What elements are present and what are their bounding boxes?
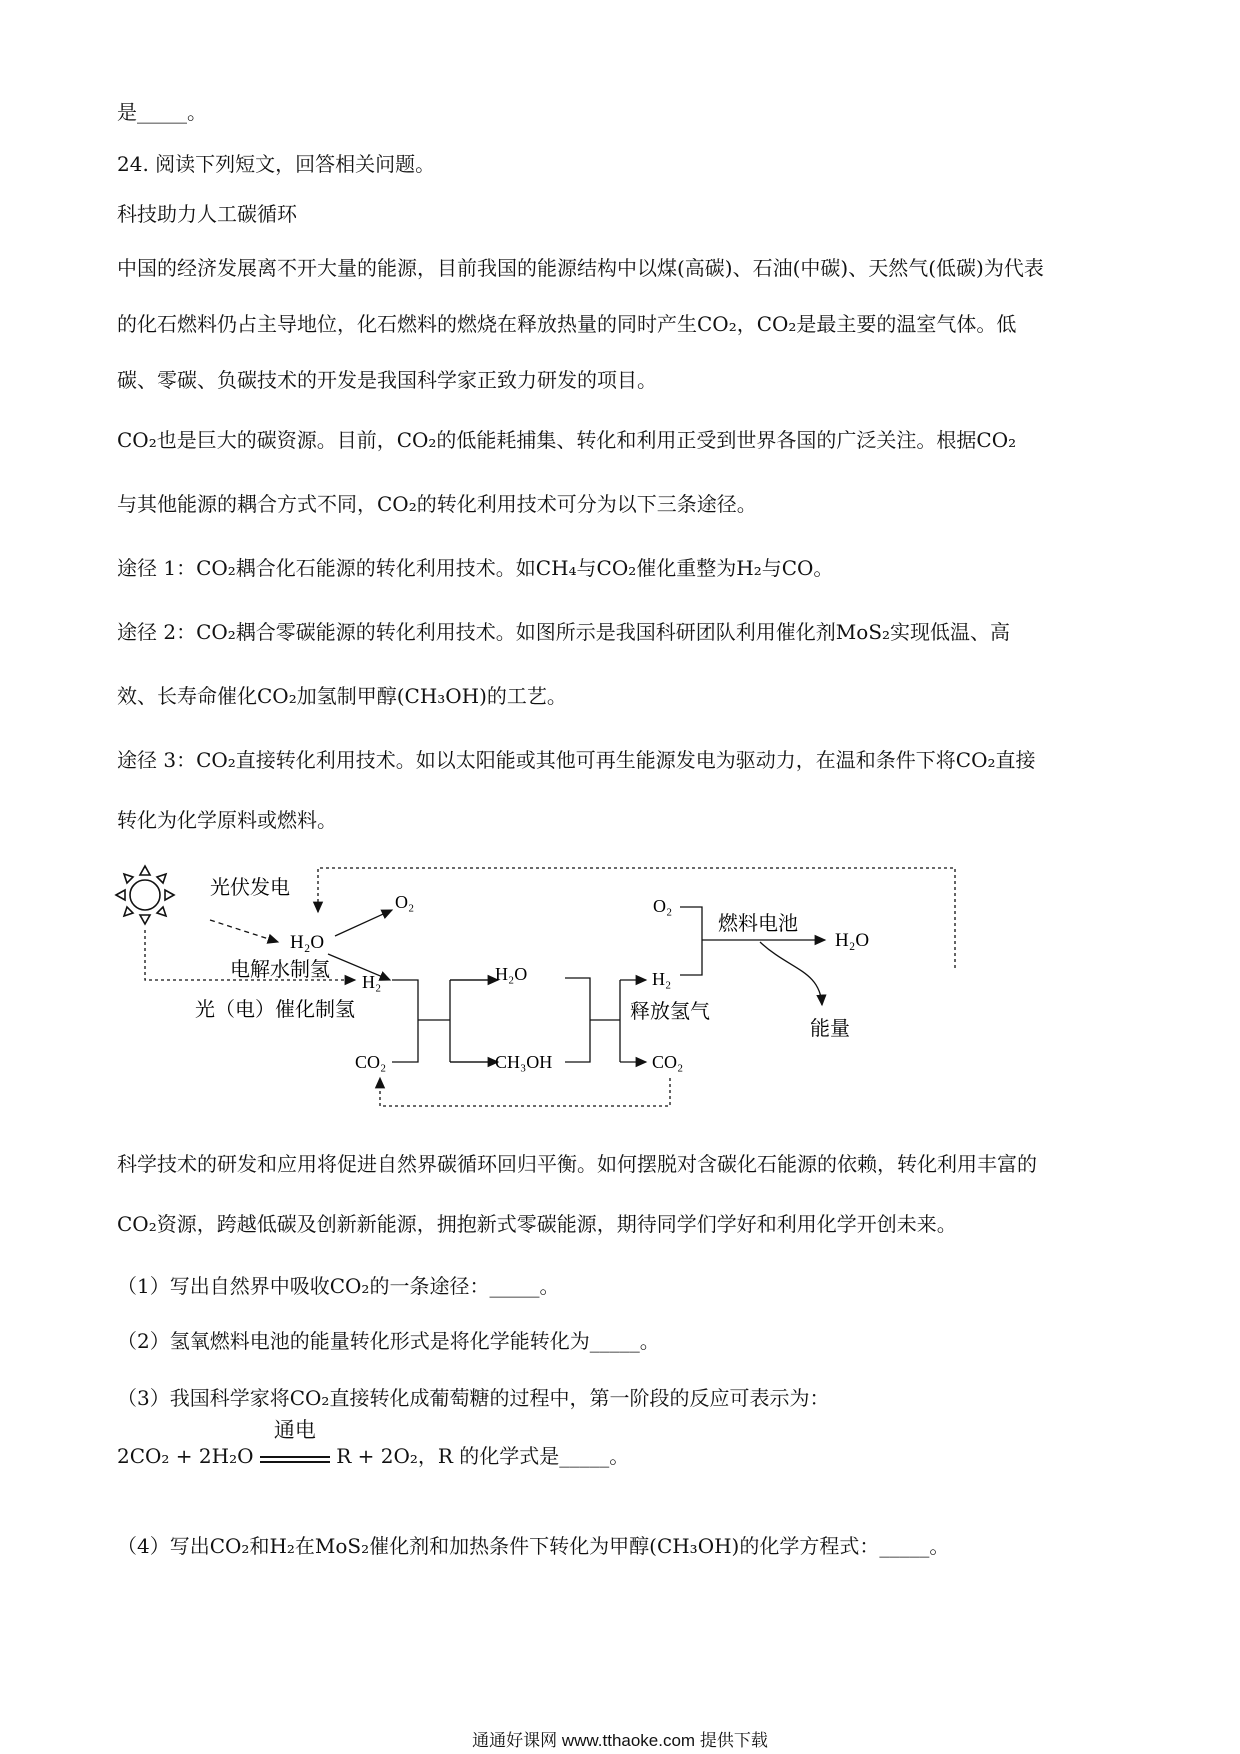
- equation-right: R + 2O₂，R 的化学式是_____。: [336, 1444, 630, 1468]
- paragraph-line: CO₂资源，跨越低碳及创新新能源，拥抱新式零碳能源，期待同学们学好和利用化学开创未来。: [117, 1212, 957, 1236]
- pv-arrow: [210, 920, 278, 942]
- carbon-cycle-diagram: [100, 850, 1140, 1140]
- pathway-2: 途径 2：CO₂耦合零碳能源的转化利用技术。如图所示是我国科研团队利用催化剂MoS₂实现低温、高: [117, 620, 1011, 644]
- pathway-3: 途径 3：CO₂直接转化利用技术。如以太阳能或其他可再生能源发电为驱动力，在温和条件下将CO₂直接: [117, 748, 1036, 772]
- h2o-output: H₂O: [835, 930, 870, 951]
- pv-label: 光伏发电: [210, 877, 290, 899]
- electrolysis-label: 电解水制氢: [230, 959, 330, 981]
- paragraph-line: 碳、零碳、负碳技术的开发是我国科学家正致力研发的项目。: [117, 368, 657, 392]
- question-3: （3）我国科学家将CO₂直接转化成葡萄糖的过程中，第一阶段的反应可表示为：: [117, 1386, 830, 1410]
- o2-input: O₂: [653, 896, 673, 916]
- co2-node: CO₂: [355, 1052, 387, 1072]
- methanol-product: CH₃OH: [495, 1052, 553, 1072]
- equation-left: 2CO₂ + 2H₂O: [117, 1444, 254, 1468]
- h2-node: H₂: [362, 972, 382, 992]
- footer-watermark: 通通好课网 www.tthaoke.com 提供下载: [472, 1731, 768, 1750]
- released-co2: CO₂: [652, 1052, 684, 1072]
- paragraph-line: 转化为化学原料或燃料。: [117, 808, 337, 832]
- h2o-node: H₂O: [290, 932, 325, 953]
- photocatalysis-label: 光（电）催化制氢: [195, 999, 355, 1021]
- text-line: 是_____。: [117, 100, 207, 124]
- pathway-1: 途径 1：CO₂耦合化石能源的转化利用技术。如CH₄与CO₂催化重整为H₂与CO。: [117, 556, 834, 580]
- reaction-equation: [117, 1418, 630, 1469]
- co2-return-arrow: [380, 1078, 670, 1106]
- question-4: （4）写出CO₂和H₂在MoS₂催化剂和加热条件下转化为甲醇(CH₃OH)的化学方程式：_____。: [117, 1534, 950, 1558]
- paragraph-line: 与其他能源的耦合方式不同，CO₂的转化利用技术可分为以下三条途径。: [117, 492, 757, 516]
- release-label: 释放氢气: [630, 1001, 710, 1023]
- article-title: 科技助力人工碳循环: [117, 202, 297, 226]
- equation-condition: [260, 1418, 330, 1463]
- paragraph-line: 的化石燃料仍占主导地位，化石燃料的燃烧在释放热量的同时产生CO₂，CO₂是最主要的温室气体。低: [117, 312, 1017, 336]
- paragraph-line: CO₂也是巨大的碳资源。目前，CO₂的低能耗捕集、转化和利用正受到世界各国的广泛关注。根据CO₂: [117, 428, 1017, 452]
- released-h2: H₂: [652, 969, 672, 989]
- h2o-product: H₂O: [495, 964, 528, 984]
- paragraph-line: 效、长寿命催化CO₂加氢制甲醇(CH₃OH)的工艺。: [117, 684, 567, 708]
- fuel-cell-label: 燃料电池: [718, 913, 798, 935]
- energy-label: 能量: [810, 1018, 850, 1040]
- o2-node: O₂: [395, 892, 415, 912]
- paragraph-line: 科学技术的研发和应用将促进自然界碳循环回归平衡。如何摆脱对含碳化石能源的依赖，转化利用丰富的: [117, 1152, 1037, 1176]
- recycle-arrow: [318, 868, 955, 968]
- sun-icon: [116, 866, 174, 924]
- paragraph-line: 中国的经济发展离不开大量的能源，目前我国的能源结构中以煤(高碳)、石油(中碳)、天然气(低碳)为代表: [117, 256, 1044, 280]
- question-heading: 24. 阅读下列短文，回答相关问题。: [117, 152, 436, 176]
- question-2: （2）氢氧燃料电池的能量转化形式是将化学能转化为_____。: [117, 1329, 660, 1353]
- question-1: （1）写出自然界中吸收CO₂的一条途径：_____。: [117, 1274, 560, 1298]
- condition-label: 通电: [273, 1418, 316, 1442]
